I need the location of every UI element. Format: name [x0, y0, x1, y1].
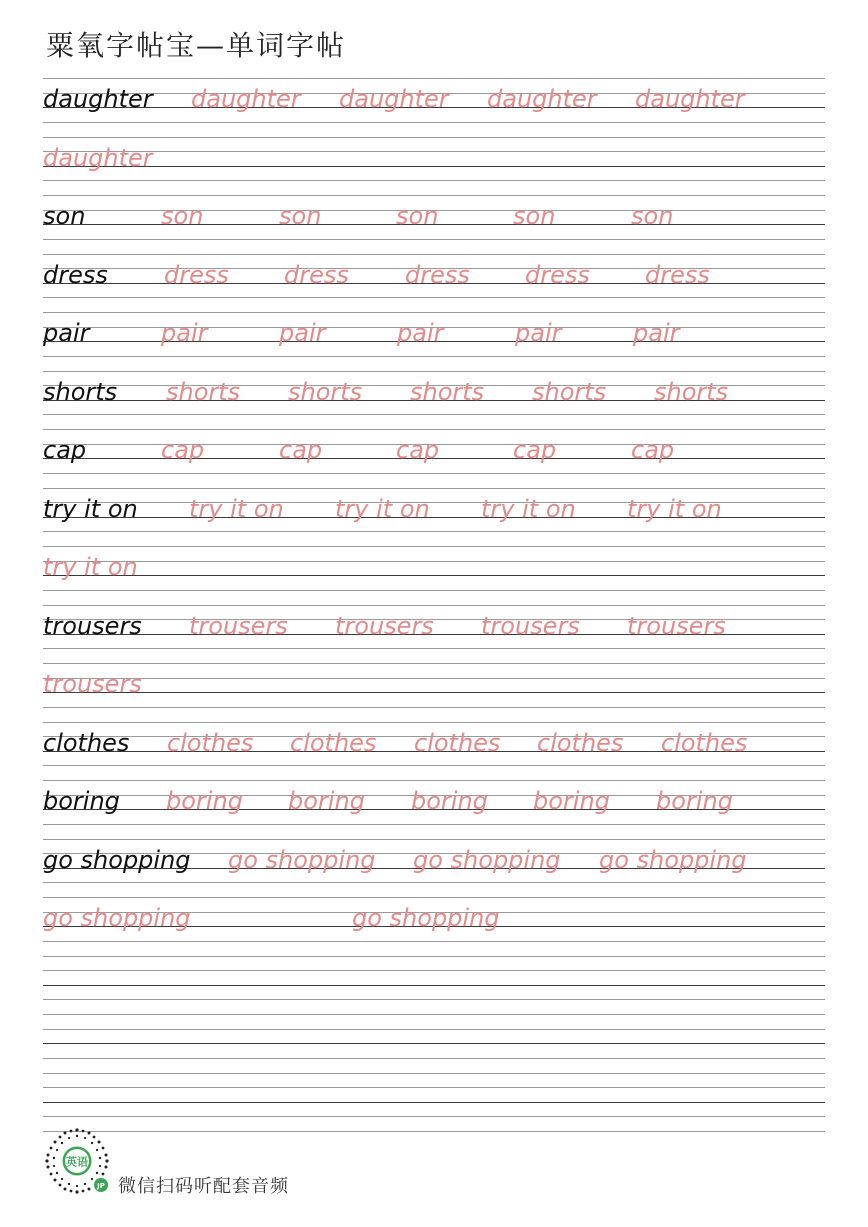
trace-word[interactable]: go shopping — [599, 845, 747, 874]
trace-word[interactable]: cap — [161, 436, 205, 464]
footer — [42, 1126, 442, 1198]
writing-row — [43, 78, 825, 137]
writing-row — [43, 429, 825, 488]
trace-word[interactable]: clothes — [661, 728, 748, 757]
model-word: dress — [43, 260, 108, 289]
guide-line — [43, 985, 825, 986]
guide-line — [43, 575, 825, 576]
trace-word[interactable]: shorts — [654, 377, 729, 406]
trace-word[interactable]: pair — [633, 319, 680, 347]
guide-line — [43, 1102, 825, 1103]
trace-word[interactable]: dress — [405, 260, 470, 289]
guide-line — [43, 824, 825, 825]
guide-line — [43, 692, 825, 693]
trace-word[interactable]: dress — [284, 260, 349, 289]
trace-word[interactable]: daughter — [191, 85, 301, 113]
footer-caption: 微信扫码听配套音频 — [118, 1176, 289, 1197]
writing-row — [43, 839, 825, 898]
trace-word[interactable]: clothes — [414, 728, 501, 757]
trace-word[interactable]: try it on — [189, 494, 284, 523]
trace-word[interactable]: daughter — [43, 143, 153, 172]
guide-line — [43, 1087, 825, 1088]
model-word: go shopping — [43, 845, 191, 874]
guide-line — [43, 648, 825, 649]
trace-word[interactable]: boring — [166, 787, 243, 815]
guide-line — [43, 137, 825, 138]
trace-word[interactable]: go shopping — [352, 904, 500, 932]
guide-line — [43, 780, 825, 781]
qr-code-icon[interactable] — [42, 1126, 112, 1196]
guide-line — [43, 414, 825, 415]
trace-word[interactable]: boring — [656, 787, 733, 815]
trace-word[interactable]: dress — [525, 260, 590, 289]
trace-word[interactable]: daughter — [487, 85, 597, 113]
guide-line — [43, 941, 825, 942]
trace-word[interactable]: go shopping — [228, 845, 376, 874]
guide-line — [43, 297, 825, 298]
trace-word[interactable]: try it on — [627, 494, 722, 523]
guide-line — [43, 956, 825, 957]
trace-word[interactable]: son — [161, 202, 204, 230]
trace-word[interactable]: go shopping — [43, 904, 191, 932]
qr-corner-label: JP — [97, 1182, 105, 1190]
guide-line — [43, 1014, 825, 1015]
guide-line — [43, 765, 825, 766]
guide-line — [43, 151, 825, 152]
writing-row — [43, 722, 825, 781]
guide-line — [43, 429, 825, 430]
trace-word[interactable]: son — [279, 202, 322, 230]
guide-line — [43, 1029, 825, 1030]
practice-sheet — [43, 78, 825, 1118]
guide-line — [43, 1043, 825, 1044]
guide-line — [43, 722, 825, 723]
trace-word[interactable]: dress — [164, 260, 229, 289]
guide-line — [43, 312, 825, 313]
trace-word[interactable]: clothes — [537, 728, 624, 757]
trace-word[interactable]: try it on — [43, 553, 138, 581]
writing-row — [43, 1073, 825, 1132]
trace-word[interactable]: trousers — [189, 611, 288, 640]
model-word: clothes — [43, 728, 130, 757]
guide-line — [43, 371, 825, 372]
guide-line — [43, 663, 825, 664]
trace-word[interactable]: pair — [515, 319, 562, 347]
model-word: trousers — [43, 611, 142, 640]
writing-row — [43, 1014, 825, 1073]
writing-row — [43, 371, 825, 430]
writing-row — [43, 195, 825, 254]
trace-word[interactable]: daughter — [339, 85, 449, 113]
guide-line — [43, 590, 825, 591]
writing-row — [43, 488, 825, 547]
guide-line — [43, 546, 825, 547]
trace-word[interactable]: pair — [161, 319, 208, 347]
trace-word[interactable]: clothes — [290, 728, 377, 757]
trace-word[interactable]: son — [396, 202, 439, 230]
trace-word[interactable]: daughter — [635, 85, 745, 113]
model-word: daughter — [43, 85, 153, 113]
page-title: 粟氧字帖宝—单词字帖 — [46, 29, 347, 62]
writing-row — [43, 780, 825, 839]
trace-word[interactable]: try it on — [481, 494, 576, 523]
trace-word[interactable]: shorts — [166, 377, 241, 406]
guide-line — [43, 1073, 825, 1074]
trace-word[interactable]: shorts — [532, 377, 607, 406]
guide-line — [43, 882, 825, 883]
guide-line — [43, 195, 825, 196]
guide-line — [43, 970, 825, 971]
writing-row — [43, 605, 825, 664]
guide-line — [43, 678, 825, 679]
model-word: boring — [43, 787, 120, 815]
trace-word[interactable]: dress — [645, 260, 710, 289]
trace-word[interactable]: cap — [631, 436, 675, 464]
trace-word[interactable]: go shopping — [413, 845, 561, 874]
writing-row — [43, 312, 825, 371]
trace-word[interactable]: try it on — [335, 494, 430, 523]
writing-row — [43, 956, 825, 1015]
guide-line — [43, 254, 825, 255]
trace-word[interactable]: son — [513, 202, 556, 230]
trace-word[interactable]: clothes — [167, 728, 254, 757]
trace-word[interactable]: cap — [513, 436, 557, 464]
trace-word[interactable]: boring — [533, 787, 610, 815]
guide-line — [43, 999, 825, 1000]
trace-word[interactable]: boring — [411, 787, 488, 815]
writing-row — [43, 254, 825, 313]
guide-line — [43, 166, 825, 167]
guide-line — [43, 839, 825, 840]
trace-word[interactable]: cap — [279, 436, 323, 464]
guide-line — [43, 180, 825, 181]
guide-line — [43, 488, 825, 489]
guide-line — [43, 707, 825, 708]
model-word: son — [43, 202, 86, 230]
writing-row — [43, 137, 825, 196]
guide-line — [43, 897, 825, 898]
trace-word[interactable]: boring — [288, 787, 365, 815]
model-word: shorts — [43, 377, 118, 406]
trace-word[interactable]: pair — [397, 319, 444, 347]
guide-line — [43, 356, 825, 357]
guide-line — [43, 78, 825, 79]
guide-line — [43, 561, 825, 562]
model-word: cap — [43, 436, 87, 464]
trace-word[interactable]: shorts — [288, 377, 363, 406]
guide-line — [43, 605, 825, 606]
qr-badge-label: 英语 — [66, 1155, 88, 1169]
trace-word[interactable]: son — [631, 202, 674, 230]
guide-line — [43, 1116, 825, 1117]
guide-line — [43, 531, 825, 532]
writing-row — [43, 546, 825, 605]
trace-word[interactable]: trousers — [627, 611, 726, 640]
writing-row — [43, 663, 825, 722]
trace-word[interactable]: shorts — [410, 377, 485, 406]
guide-line — [43, 473, 825, 474]
trace-word[interactable]: pair — [279, 319, 326, 347]
writing-row — [43, 897, 825, 956]
guide-line — [43, 122, 825, 123]
trace-word[interactable]: trousers — [335, 611, 434, 640]
trace-word[interactable]: cap — [396, 436, 440, 464]
guide-line — [43, 239, 825, 240]
trace-word[interactable]: trousers — [43, 670, 142, 698]
model-word: try it on — [43, 494, 138, 523]
trace-word[interactable]: trousers — [481, 611, 580, 640]
model-word: pair — [43, 319, 90, 347]
guide-line — [43, 1058, 825, 1059]
